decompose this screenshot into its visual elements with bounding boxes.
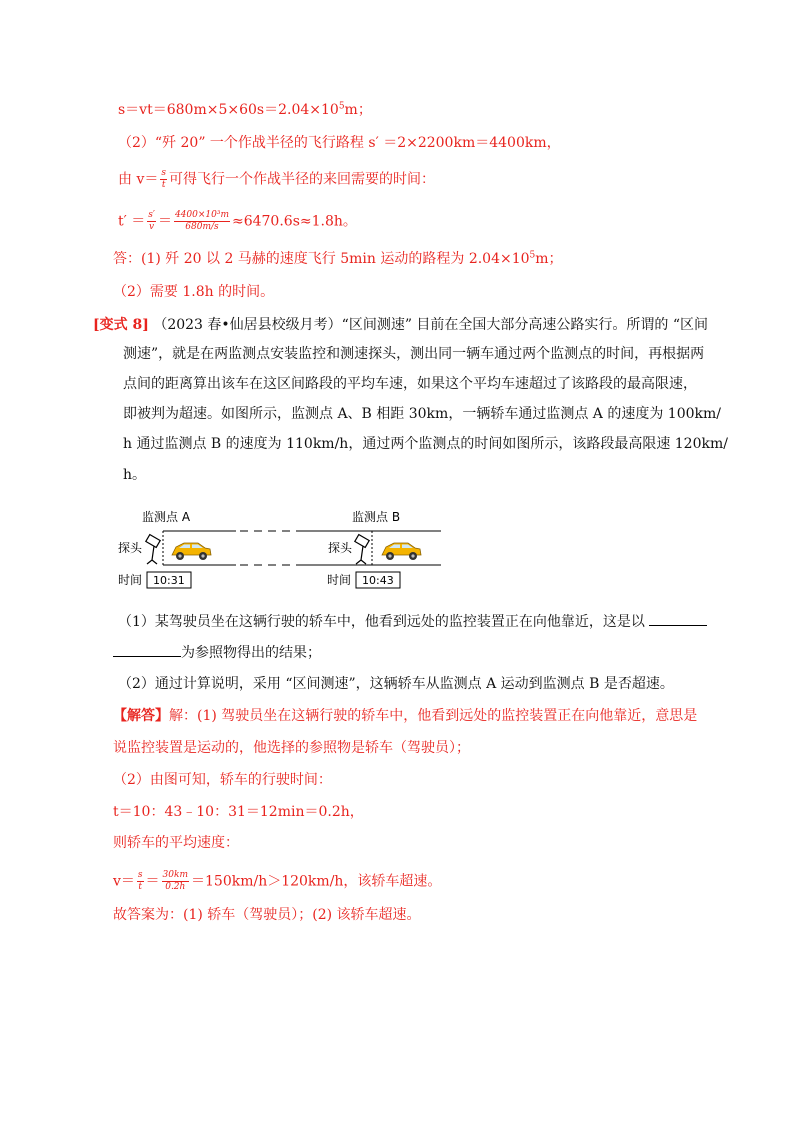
camera-a-icon (146, 535, 160, 564)
camera-b-icon (355, 535, 369, 564)
question-1-line-1: （1）某驾驶员坐在这辆行驶的轿车中，他看到远处的监控装置正在向他靠近，这是以 (118, 611, 707, 632)
problem-line-6: h。 (123, 467, 147, 483)
probe-b-label: 探头 (328, 541, 353, 555)
probe-a-label: 探头 (118, 541, 143, 555)
solution-line-5: 答：(1) 歼 20 以 2 马赫的速度飞行 5min 运动的路程为 $2.04\times 10^5m$； (113, 250, 563, 267)
answer-line-1: 【解答】解：(1) 驾驶员坐在这辆行驶的轿车中，他看到远处的监控装置正在向他靠近，意思是 (113, 708, 698, 724)
road-diagram (118, 506, 448, 592)
answer-line-4: t＝10：43﹣10：31＝12min＝0.2h， (113, 804, 364, 820)
problem-line-3: 点间的距离算出该车在这区间路段的平均车速，如果这个平均车速超过了该路段的最高限速， (123, 376, 697, 392)
speed-check-figure (118, 506, 448, 592)
time-b-value: 10:43 (362, 574, 394, 587)
solution-line-6: （2）需要 1.8h 的时间。 (113, 284, 275, 300)
problem-line-1: [变式 8] （2023 春•仙居县校级月考）“区间测速” 目前在全国大部分高速公路实行。所谓的 “区间 (93, 317, 709, 333)
time-a-value: 10:31 (153, 574, 185, 587)
question-2: （2）通过计算说明，采用 “区间测速”，这辆轿车从监测点 A 运动到监测点 B 是否超速。 (118, 676, 674, 692)
solution-line-4: t′ ＝ $\frac{s'}{v}$ ＝ $\frac{\text{4400×10³m}}{680m/s}$ ≈6470.6s≈1.8h。 (118, 210, 357, 232)
answer-blank-part2[interactable] (113, 642, 181, 657)
time-b-label: 时间 (327, 573, 352, 587)
answer-line-6: v＝ $\frac{s}{t}$ ＝ $\frac{30km}{0.2h}$ ＝150km/h＞120km/h，该轿车超速。 (113, 870, 442, 892)
car-a-icon (172, 543, 211, 560)
answer-line-3: （2）由图可知，轿车的行驶时间： (113, 772, 332, 788)
answer-line-7: 故答案为：(1) 轿车（驾驶员）；(2) 该轿车超速。 (113, 907, 421, 923)
answer-tag: 【解答】 (113, 708, 169, 724)
problem-line-4: 即被判为超速。如图所示，监测点 A、B 相距 30km，一辆轿车通过监测点 A 的速度为 100km/ (123, 406, 721, 422)
time-a-label: 时间 (118, 573, 143, 587)
solution-line-1: $s=vt=680m\times 5\times 60s=2.04\times 10^5m$； (118, 101, 372, 118)
question-1-line-2: 为参照物得出的结果； (113, 642, 321, 663)
variant-tag: [变式 8] (93, 317, 149, 333)
solution-line-3: 由 v＝ $\frac{s}{t}$ 可得飞行一个作战半径的来回需要的时间： (118, 168, 435, 190)
problem-line-2: 测速”，就是在两监测点安装监控和测速探头，测出同一辆车通过两个监测点的时间，再根据两 (123, 346, 705, 362)
problem-line-5: h 通过监测点 B 的速度为 110km/h，通过两个监测点的时间如图所示，该路段最高限速 120km/ (123, 436, 728, 452)
solution-line-2: （2）“歼 20” 一个作战半径的飞行路程 s′ ＝2×2200km＝4400km， (118, 135, 561, 151)
monitor-a-label: 监测点 A (142, 510, 191, 524)
car-b-icon (382, 543, 421, 560)
answer-line-5: 则轿车的平均速度： (113, 835, 239, 851)
answer-line-2: 说监控装置是运动的，他选择的参照物是轿车（驾驶员）； (113, 740, 470, 756)
answer-blank-part1[interactable] (649, 611, 707, 626)
monitor-b-label: 监测点 B (352, 510, 401, 524)
